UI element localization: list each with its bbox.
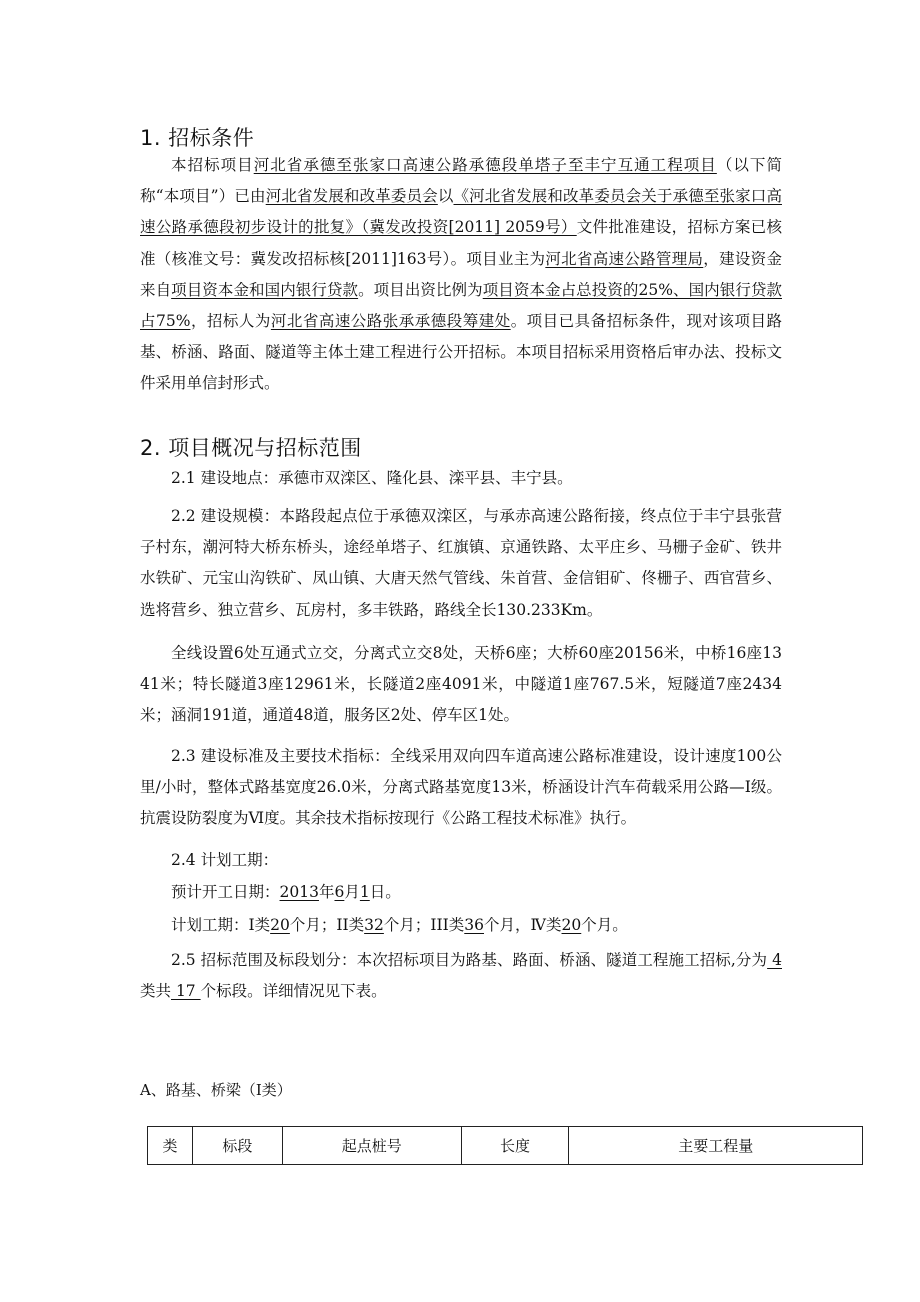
header-main-quantities: 主要工程量 <box>569 1127 863 1165</box>
works-table <box>147 1126 863 1165</box>
section1-paragraph: 本招标项目河北省承德至张家口高速公路承德段单塔子至丰宁互通工程项目（以下简称“本项目”）已由河北省发展和改革委员会以《河北省发展和改革委员会关于承德至张家口高速公路承德段初步设计的批复》（冀发改投资[2011] 2059号）文件批准建设，招标方案已核准（核准文号：冀发改招标核[2011]163号）。项目业主为河北省高速公路管理局，建设资金来自项目资本金和国内银行贷款。项目出资比例为项目资本金占总投资的25%、国内银行贷款占75%，招标人为河北省高速公路张承承德段筹建处。项目已具备招标条件，现对该项目路基、桥涵、路面、隧道等主体土建工程进行公开招标。本项目招标采用资格后审办法、投标文件采用单信封形式。 <box>140 156 782 393</box>
header-section: 标段 <box>192 1127 282 1165</box>
section-2-1: 2.1 建设地点：承德市双滦区、隆化县、滦平县、丰宁县。 <box>171 469 573 487</box>
planned-duration: 计划工期：Ⅰ类20个月；II类32个月；III类36个月，Ⅳ类20个月。 <box>171 916 628 934</box>
section1-heading: 1. 招标条件 <box>140 126 255 150</box>
section2-heading: 2. 项目概况与招标范围 <box>140 436 362 460</box>
header-length: 长度 <box>461 1127 569 1165</box>
table-header-row <box>148 1127 863 1165</box>
header-category: 类 <box>148 1127 193 1165</box>
section-2-2-summary: 全线设置6处互通式立交，分离式立交8处，天桥6座；大桥60座20156米，中桥16座1341米；特长隧道3座12961米，长隧道2座4091米，中隧道1座767.5米，短隧道7座2434米；涵洞191道，通道48道，服务区2处、停车区1处。 <box>140 644 782 725</box>
section-2-4: 2.4 计划工期： <box>171 851 279 869</box>
header-start-station: 起点桩号 <box>282 1127 461 1165</box>
section-2-3: 2.3 建设标准及主要技术指标：全线采用双向四车道高速公路标准建设，设计速度100公里/小时，整体式路基宽度26.0米，分离式路基宽度13米，桥涵设计汽车荷载采用公路—Ⅰ级。抗震设防裂度为Ⅵ度。其余技术指标按现行《公路工程技术标准》执行。 <box>140 747 782 828</box>
planned-start-date: 预计开工日期：2013年6月1日。 <box>171 883 401 901</box>
section-2-2: 2.2 建设规模：本路段起点位于承德双滦区，与承赤高速公路衔接，终点位于丰宁县张营子村东，潮河特大桥东桥头，途经单塔子、红旗镇、京通铁路、太平庄乡、马栅子金矿、铁井水铁矿、元宝山沟铁矿、凤山镇、大唐天然气管线、朱首营、金信钼矿、佟栅子、西官营乡、选将营乡、独立营乡、瓦房村，多丰铁路，路线全长130.233Km。 <box>140 507 782 619</box>
section-2-5: 2.5 招标范围及标段划分：本次招标项目为路基、路面、桥涵、隧道工程施工招标,分为 4 类共 17 个标段。详细情况见下表。 <box>140 951 782 1001</box>
table-caption: A、路基、桥梁（Ⅰ类） <box>140 1081 292 1099</box>
